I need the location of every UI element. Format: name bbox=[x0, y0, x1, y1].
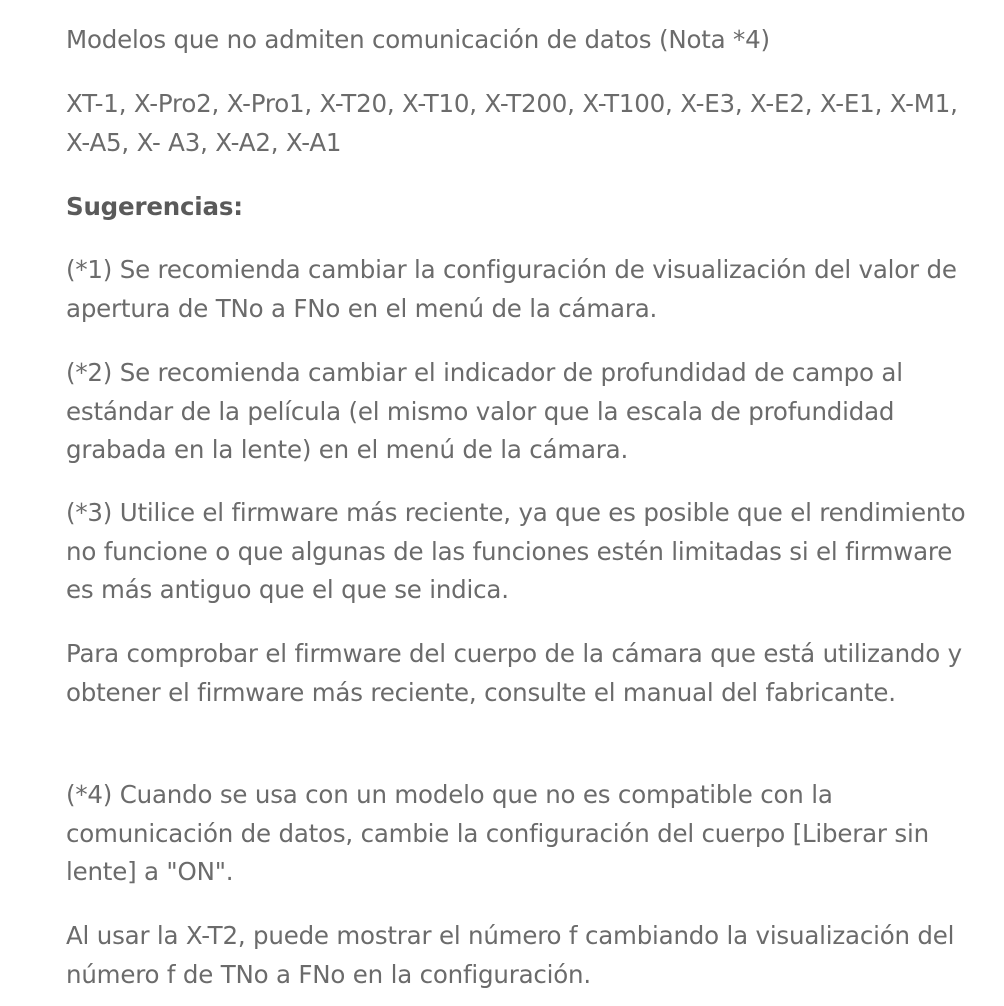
note-1: (*1) Se recomienda cambiar la configuración de visualización del valor de apertura de TNo a FNo en el menú de la cámara. bbox=[66, 255, 957, 323]
unsupported-models-list: XT-1, X-Pro2, X-Pro1, X-T20, X-T10, X-T200, X-T100, X-E3, X-E2, X-E1, X-M1, X-A5, X- A3, X-A2, X-A1 bbox=[66, 89, 958, 157]
note-3: (*3) Utilice el firmware más reciente, ya que es posible que el rendimiento no funcione o que algunas de las funciones estén limitadas si el firmware es más antiguo que el que se indica. bbox=[66, 498, 966, 604]
note-4: (*4) Cuando se usa con un modelo que no es compatible con la comunicación de datos, cambie la configuración del cuerpo [Liberar sin lente] a "ON". bbox=[66, 780, 929, 886]
note-2: (*2) Se recomienda cambiar el indicador de profundidad de campo al estándar de la película (el mismo valor que la escala de profundidad grabada en la lente) en el menú de la cámara. bbox=[66, 358, 903, 464]
suggestions-heading: Sugerencias: bbox=[66, 192, 243, 221]
firmware-check-paragraph: Para comprobar el firmware del cuerpo de la cámara que está utilizando y obtener el firmware más reciente, consulte el manual del fabricante. bbox=[66, 639, 962, 707]
unsupported-models-heading: Modelos que no admiten comunicación de datos (Nota *4) bbox=[66, 25, 770, 54]
xt2-note: Al usar la X-T2, puede mostrar el número f cambiando la visualización del número f de TNo a FNo en la configuración. bbox=[66, 921, 955, 989]
